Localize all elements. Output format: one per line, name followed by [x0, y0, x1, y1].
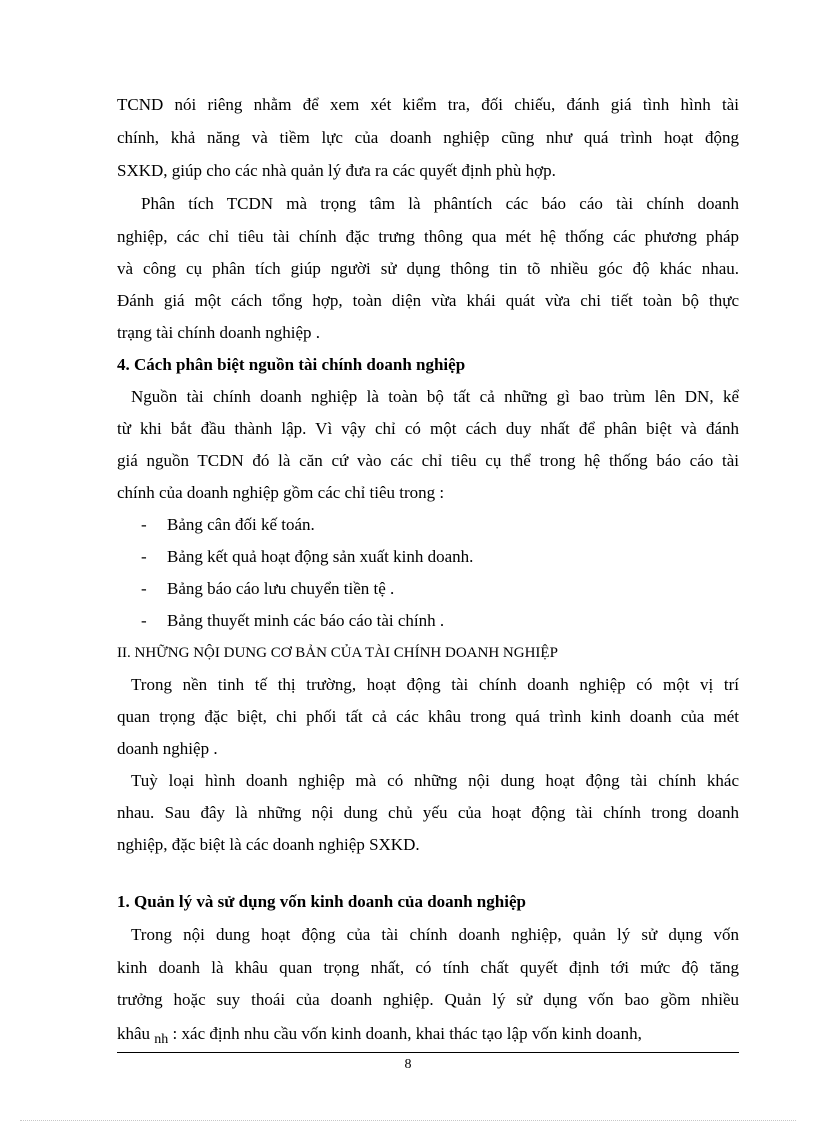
heading-section-2: II. NHỮNG NỘI DUNG CƠ BẢN CỦA TÀI CHÍNH DOANH NGHIỆP [117, 645, 558, 661]
para3-line-3: giá nguồn TCDN đó là căn cứ vào các chỉ tiêu cụ thể trong hệ thống báo cáo tài [117, 451, 739, 470]
para4-line-3: doanh nghiệp . [117, 739, 218, 758]
para2-line-3: và công cụ phân tích giúp người sử dụng thông tin tõ nhiều góc độ khác nhau. [117, 259, 739, 278]
para6-line-4-start: khâu [117, 1024, 151, 1043]
bullet-dash: - [141, 547, 147, 566]
para3-line-4: chính của doanh nghiệp gồm các chỉ tiêu trong : [117, 483, 445, 502]
para6-line-2: kinh doanh là khâu quan trọng nhất, có tính chất quyết định tới mức độ tăng [117, 958, 739, 977]
para2-line-2: nghiệp, các chỉ tiêu tài chính đặc trưng thông qua mét hệ thống các phương pháp [117, 227, 739, 246]
page-bottom-border [20, 1120, 796, 1121]
bullet-item: Bảng thuyết minh các báo cáo tài chính . [167, 611, 445, 630]
para6-line-4 [117, 1024, 642, 1046]
para6-line-1: Trong nội dung hoạt động của tài chính doanh nghiệp, quản lý sử dụng vốn [131, 925, 739, 944]
para2-line-4: Đánh giá một cách tổng hợp, toàn diện vừa khái quát vừa chi tiết toàn bộ thực [117, 291, 739, 310]
heading-section-1: 1. Quản lý và sử dụng vốn kinh doanh của doanh nghiệp [117, 892, 526, 911]
para1-line-3: SXKD, giúp cho các nhà quản lý đưa ra các quyết định phù hợp. [117, 161, 556, 180]
para6-line-4-sub: nh [154, 1032, 169, 1047]
para6-line-4-rest: : xác định nhu cầu vốn kinh doanh, khai thác tạo lập vốn kinh doanh, [172, 1024, 642, 1043]
bullet-dash: - [141, 579, 147, 598]
para2-line-5: trạng tài chính doanh nghiệp . [117, 323, 321, 342]
para3-line-1: Nguồn tài chính doanh nghiệp là toàn bộ tất cả những gì bao trùm lên DN, kể [131, 387, 739, 406]
heading-section-4: 4. Cách phân biệt nguồn tài chính doanh nghiệp [117, 355, 466, 374]
para4-line-2: quan trọng đặc biệt, chi phối tất cả các khâu trong quá trình kinh doanh của mét [117, 707, 739, 726]
para5-line-2: nhau. Sau đây là những nội dung chủ yếu của hoạt động tài chính trong doanh [117, 803, 739, 822]
bullet-item: Bảng báo cáo lưu chuyển tiền tệ . [167, 579, 395, 598]
footer-rule [117, 1052, 739, 1053]
page-number: 8 [404, 1057, 412, 1072]
para4-line-1: Trong nền tinh tế thị trường, hoạt động tài chính doanh nghiệp có một vị trí [131, 675, 739, 694]
bullet-dash: - [141, 611, 147, 630]
para5-line-3: nghiệp, đặc biệt là các doanh nghiệp SXKD. [117, 835, 420, 854]
para1-line-1: TCND nói riêng nhằm để xem xét kiểm tra, đối chiếu, đánh giá tình hình tài [117, 95, 739, 114]
para6-line-3: trưởng hoặc suy thoái của doanh nghiệp. Quản lý sử dụng vốn bao gồm nhiều [117, 990, 739, 1009]
para2-line-1: Phân tích TCDN mà trọng tâm là phântích các báo cáo tài chính doanh [141, 194, 739, 213]
bullet-item: Bảng kết quả hoạt động sản xuất kinh doanh. [167, 547, 474, 566]
para5-line-1: Tuỳ loại hình doanh nghiệp mà có những nội dung hoạt động tài chính khác [131, 771, 739, 790]
bullet-dash: - [141, 515, 147, 534]
para1-line-2: chính, khả năng và tiềm lực của doanh nghiệp cũng như quá trình hoạt động [117, 128, 739, 147]
para3-line-2: từ khi bắt đầu thành lập. Vì vậy chỉ có một cách duy nhất để phân biệt và đánh [117, 419, 739, 438]
bullet-item: Bảng cân đối kế toán. [167, 515, 315, 534]
